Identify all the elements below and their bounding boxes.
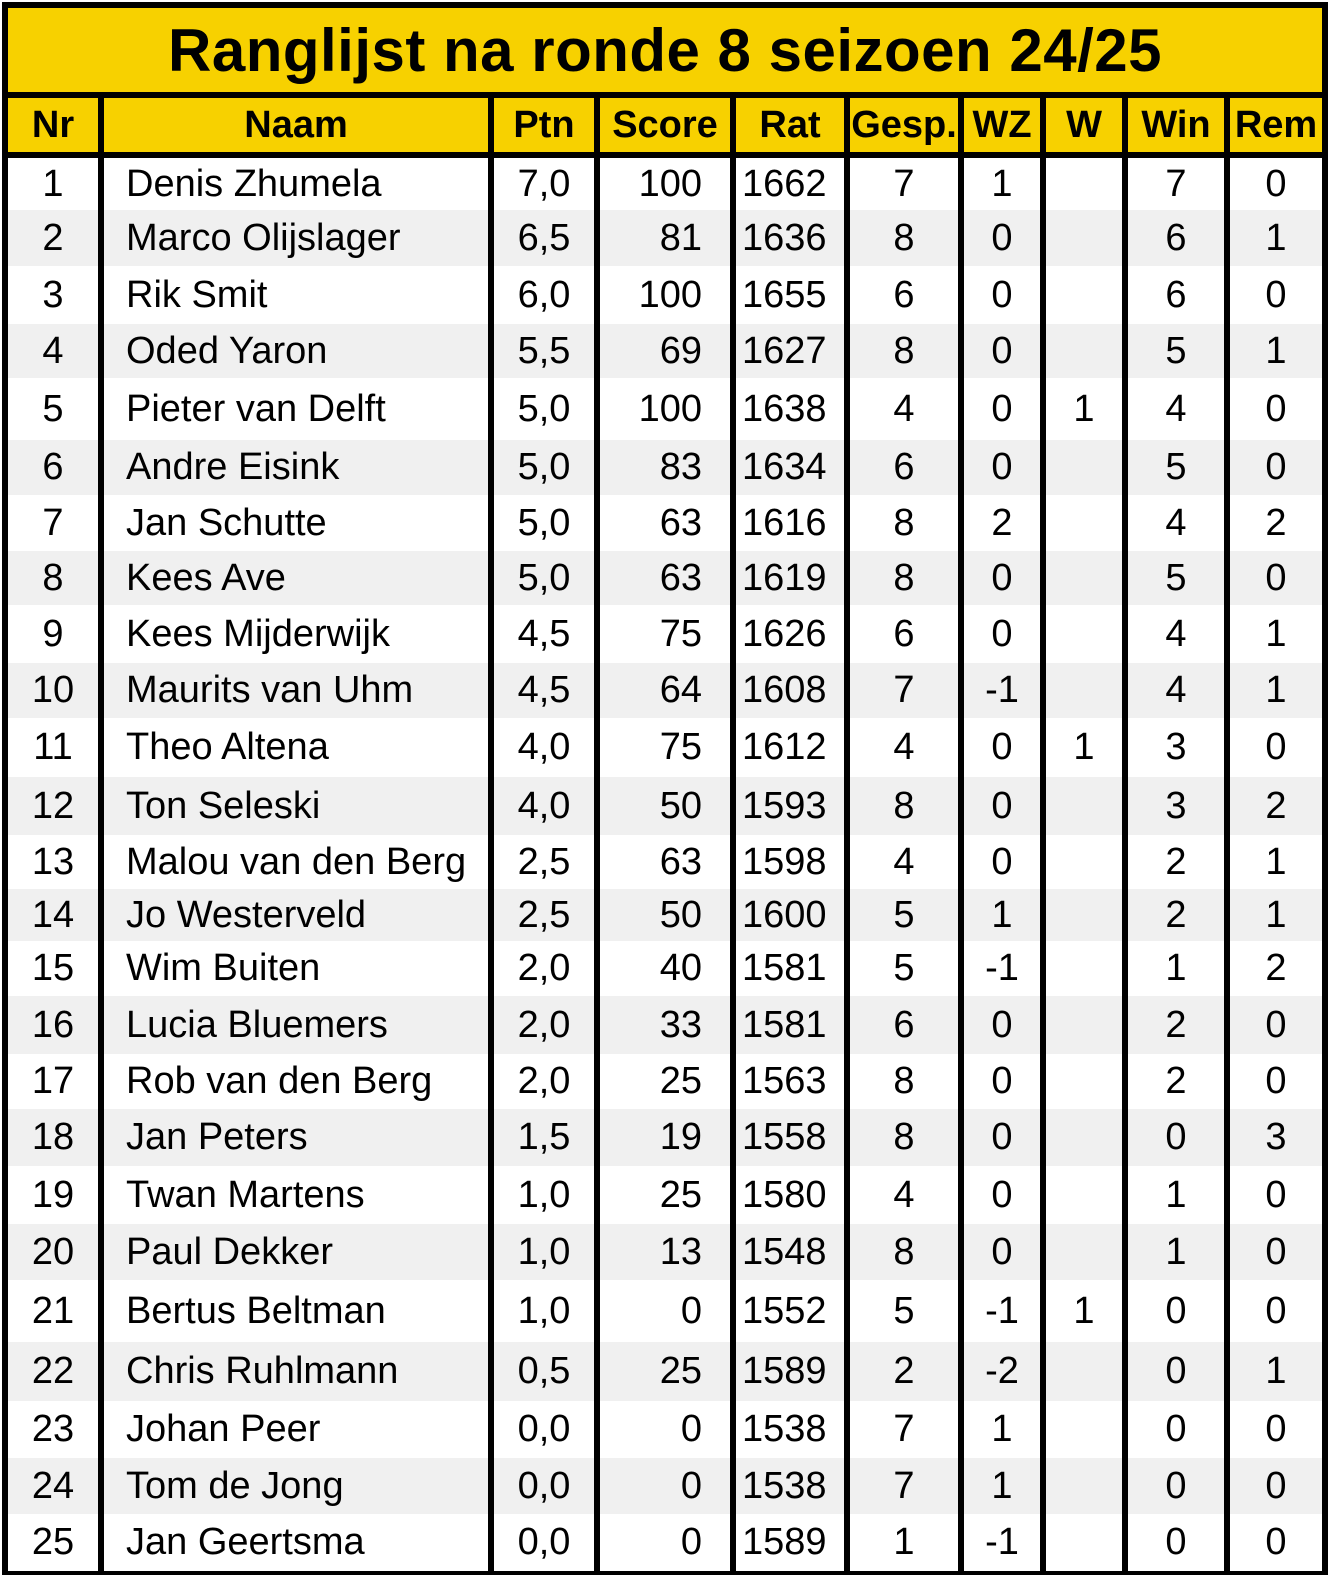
cell-rem: 1 xyxy=(1230,324,1322,378)
cell-rem: 0 xyxy=(1230,1458,1322,1514)
cell-nr: 24 xyxy=(8,1458,98,1514)
cell-w xyxy=(1046,495,1122,551)
cell-win: 4 xyxy=(1128,605,1224,663)
cell-score: 25 xyxy=(600,1166,730,1224)
cell-nr: 19 xyxy=(8,1166,98,1224)
cell-nr: 2 xyxy=(8,210,98,266)
cell-rem: 0 xyxy=(1230,1054,1322,1109)
cell-rat: 1552 xyxy=(736,1280,844,1342)
cell-w xyxy=(1046,605,1122,663)
cell-rat: 1581 xyxy=(736,941,844,996)
cell-wz: -1 xyxy=(964,1280,1040,1342)
cell-rat: 1598 xyxy=(736,835,844,889)
cell-naam: Chris Ruhlmann xyxy=(104,1342,488,1401)
cell-gesp: 7 xyxy=(850,158,958,210)
cell-w xyxy=(1046,1054,1122,1109)
column-header-naam: Naam xyxy=(104,98,488,152)
cell-wz: 0 xyxy=(964,835,1040,889)
cell-rem: 0 xyxy=(1230,1224,1322,1280)
cell-ptn: 0,0 xyxy=(494,1458,594,1514)
cell-naam: Jo Westerveld xyxy=(104,889,488,941)
cell-ptn: 5,0 xyxy=(494,495,594,551)
cell-win: 0 xyxy=(1128,1342,1224,1401)
cell-win: 6 xyxy=(1128,210,1224,266)
cell-nr: 16 xyxy=(8,996,98,1054)
cell-score: 33 xyxy=(600,996,730,1054)
cell-win: 2 xyxy=(1128,835,1224,889)
cell-rat: 1612 xyxy=(736,718,844,777)
cell-rat: 1589 xyxy=(736,1342,844,1401)
cell-nr: 10 xyxy=(8,663,98,718)
table-row xyxy=(8,889,1322,941)
cell-naam: Jan Schutte xyxy=(104,495,488,551)
cell-rem: 1 xyxy=(1230,663,1322,718)
cell-wz: 0 xyxy=(964,440,1040,495)
cell-wz: 1 xyxy=(964,1401,1040,1458)
column-header-rat: Rat xyxy=(736,98,844,152)
cell-naam: Johan Peer xyxy=(104,1401,488,1458)
cell-naam: Jan Peters xyxy=(104,1109,488,1166)
cell-nr: 20 xyxy=(8,1224,98,1280)
table-row xyxy=(8,266,1322,324)
cell-win: 2 xyxy=(1128,889,1224,941)
cell-score: 83 xyxy=(600,440,730,495)
cell-rat: 1538 xyxy=(736,1401,844,1458)
cell-nr: 18 xyxy=(8,1109,98,1166)
standings-sheet xyxy=(2,2,1328,1575)
column-header-gesp: Gesp. xyxy=(850,98,958,152)
cell-naam: Kees Mijderwijk xyxy=(104,605,488,663)
cell-ptn: 2,0 xyxy=(494,996,594,1054)
cell-nr: 5 xyxy=(8,378,98,440)
cell-wz: 0 xyxy=(964,378,1040,440)
cell-rem: 0 xyxy=(1230,718,1322,777)
cell-ptn: 6,5 xyxy=(494,210,594,266)
cell-win: 1 xyxy=(1128,1224,1224,1280)
cell-wz: 0 xyxy=(964,1166,1040,1224)
cell-rat: 1581 xyxy=(736,996,844,1054)
cell-wz: -1 xyxy=(964,941,1040,996)
cell-score: 63 xyxy=(600,495,730,551)
cell-ptn: 4,0 xyxy=(494,718,594,777)
cell-naam: Oded Yaron xyxy=(104,324,488,378)
cell-win: 5 xyxy=(1128,551,1224,605)
cell-wz: 0 xyxy=(964,1054,1040,1109)
cell-score: 40 xyxy=(600,941,730,996)
cell-ptn: 6,0 xyxy=(494,266,594,324)
cell-w xyxy=(1046,941,1122,996)
cell-rat: 1655 xyxy=(736,266,844,324)
cell-w xyxy=(1046,835,1122,889)
cell-w xyxy=(1046,1109,1122,1166)
page-title: Ranglijst na ronde 8 seizoen 24/25 xyxy=(8,8,1322,92)
cell-ptn: 7,0 xyxy=(494,158,594,210)
cell-nr: 4 xyxy=(8,324,98,378)
cell-gesp: 8 xyxy=(850,1224,958,1280)
cell-rat: 1548 xyxy=(736,1224,844,1280)
cell-rat: 1558 xyxy=(736,1109,844,1166)
cell-nr: 8 xyxy=(8,551,98,605)
cell-ptn: 4,0 xyxy=(494,777,594,835)
cell-score: 0 xyxy=(600,1401,730,1458)
cell-wz: 0 xyxy=(964,1109,1040,1166)
cell-gesp: 4 xyxy=(850,1166,958,1224)
cell-rat: 1593 xyxy=(736,777,844,835)
cell-w xyxy=(1046,158,1122,210)
cell-rem: 1 xyxy=(1230,889,1322,941)
cell-score: 25 xyxy=(600,1342,730,1401)
cell-win: 7 xyxy=(1128,158,1224,210)
cell-naam: Jan Geertsma xyxy=(104,1514,488,1571)
cell-rat: 1627 xyxy=(736,324,844,378)
cell-w xyxy=(1046,1166,1122,1224)
cell-win: 5 xyxy=(1128,324,1224,378)
cell-gesp: 8 xyxy=(850,777,958,835)
table-row xyxy=(8,663,1322,718)
cell-gesp: 8 xyxy=(850,1109,958,1166)
cell-win: 4 xyxy=(1128,378,1224,440)
cell-ptn: 4,5 xyxy=(494,605,594,663)
cell-nr: 12 xyxy=(8,777,98,835)
column-header-wz: WZ xyxy=(964,98,1040,152)
table-row xyxy=(8,718,1322,777)
cell-gesp: 5 xyxy=(850,1280,958,1342)
table-row xyxy=(8,1458,1322,1514)
cell-score: 0 xyxy=(600,1280,730,1342)
table-row xyxy=(8,495,1322,551)
cell-w: 1 xyxy=(1046,378,1122,440)
cell-score: 63 xyxy=(600,551,730,605)
cell-nr: 23 xyxy=(8,1401,98,1458)
cell-rem: 0 xyxy=(1230,1401,1322,1458)
cell-naam: Marco Olijslager xyxy=(104,210,488,266)
table-row xyxy=(8,1280,1322,1342)
cell-score: 69 xyxy=(600,324,730,378)
cell-gesp: 6 xyxy=(850,996,958,1054)
cell-ptn: 2,0 xyxy=(494,1054,594,1109)
cell-naam: Lucia Bluemers xyxy=(104,996,488,1054)
cell-win: 2 xyxy=(1128,996,1224,1054)
cell-ptn: 5,0 xyxy=(494,551,594,605)
cell-rat: 1636 xyxy=(736,210,844,266)
cell-rat: 1634 xyxy=(736,440,844,495)
cell-rem: 1 xyxy=(1230,605,1322,663)
cell-w xyxy=(1046,663,1122,718)
cell-rem: 1 xyxy=(1230,210,1322,266)
cell-nr: 17 xyxy=(8,1054,98,1109)
cell-wz: 0 xyxy=(964,324,1040,378)
cell-win: 0 xyxy=(1128,1458,1224,1514)
cell-naam: Ton Seleski xyxy=(104,777,488,835)
cell-rem: 0 xyxy=(1230,266,1322,324)
cell-rat: 1616 xyxy=(736,495,844,551)
cell-win: 3 xyxy=(1128,777,1224,835)
table-row xyxy=(8,210,1322,266)
cell-win: 4 xyxy=(1128,495,1224,551)
table-row xyxy=(8,324,1322,378)
cell-rem: 2 xyxy=(1230,777,1322,835)
cell-gesp: 4 xyxy=(850,718,958,777)
cell-w xyxy=(1046,1401,1122,1458)
cell-nr: 6 xyxy=(8,440,98,495)
cell-rat: 1608 xyxy=(736,663,844,718)
cell-w xyxy=(1046,1458,1122,1514)
cell-gesp: 7 xyxy=(850,1401,958,1458)
cell-ptn: 5,0 xyxy=(494,378,594,440)
column-header-ptn: Ptn xyxy=(494,98,594,152)
cell-nr: 14 xyxy=(8,889,98,941)
table-header xyxy=(8,98,1322,152)
cell-gesp: 6 xyxy=(850,440,958,495)
cell-rat: 1619 xyxy=(736,551,844,605)
cell-w: 1 xyxy=(1046,1280,1122,1342)
cell-rat: 1638 xyxy=(736,378,844,440)
cell-rem: 0 xyxy=(1230,440,1322,495)
cell-wz: 0 xyxy=(964,551,1040,605)
cell-gesp: 8 xyxy=(850,1054,958,1109)
cell-nr: 1 xyxy=(8,158,98,210)
table-row xyxy=(8,378,1322,440)
cell-win: 0 xyxy=(1128,1109,1224,1166)
cell-rem: 1 xyxy=(1230,835,1322,889)
cell-score: 64 xyxy=(600,663,730,718)
cell-naam: Theo Altena xyxy=(104,718,488,777)
column-header-win: Win xyxy=(1128,98,1224,152)
cell-gesp: 5 xyxy=(850,941,958,996)
cell-win: 2 xyxy=(1128,1054,1224,1109)
cell-wz: 0 xyxy=(964,777,1040,835)
cell-gesp: 1 xyxy=(850,1514,958,1571)
cell-w xyxy=(1046,210,1122,266)
column-header-rem: Rem xyxy=(1230,98,1322,152)
cell-rat: 1580 xyxy=(736,1166,844,1224)
cell-win: 0 xyxy=(1128,1280,1224,1342)
cell-ptn: 2,0 xyxy=(494,941,594,996)
column-header-score: Score xyxy=(600,98,730,152)
cell-wz: 1 xyxy=(964,889,1040,941)
cell-wz: 1 xyxy=(964,158,1040,210)
cell-nr: 11 xyxy=(8,718,98,777)
cell-ptn: 5,0 xyxy=(494,440,594,495)
cell-naam: Pieter van Delft xyxy=(104,378,488,440)
cell-rem: 2 xyxy=(1230,495,1322,551)
cell-win: 3 xyxy=(1128,718,1224,777)
cell-ptn: 2,5 xyxy=(494,889,594,941)
table-row xyxy=(8,777,1322,835)
cell-gesp: 6 xyxy=(850,605,958,663)
cell-win: 6 xyxy=(1128,266,1224,324)
cell-score: 75 xyxy=(600,718,730,777)
cell-w xyxy=(1046,324,1122,378)
cell-rem: 0 xyxy=(1230,1166,1322,1224)
cell-wz: -1 xyxy=(964,1514,1040,1571)
cell-rem: 0 xyxy=(1230,996,1322,1054)
cell-rat: 1538 xyxy=(736,1458,844,1514)
cell-win: 0 xyxy=(1128,1401,1224,1458)
table-row xyxy=(8,440,1322,495)
cell-gesp: 4 xyxy=(850,835,958,889)
cell-naam: Maurits van Uhm xyxy=(104,663,488,718)
cell-naam: Andre Eisink xyxy=(104,440,488,495)
cell-naam: Tom de Jong xyxy=(104,1458,488,1514)
table-row xyxy=(8,605,1322,663)
cell-rem: 1 xyxy=(1230,1342,1322,1401)
table-row xyxy=(8,1514,1322,1571)
cell-rat: 1563 xyxy=(736,1054,844,1109)
cell-wz: 0 xyxy=(964,1224,1040,1280)
cell-score: 19 xyxy=(600,1109,730,1166)
cell-w xyxy=(1046,777,1122,835)
cell-naam: Twan Martens xyxy=(104,1166,488,1224)
cell-rat: 1626 xyxy=(736,605,844,663)
cell-gesp: 4 xyxy=(850,378,958,440)
cell-win: 1 xyxy=(1128,1166,1224,1224)
cell-rem: 0 xyxy=(1230,378,1322,440)
cell-ptn: 0,0 xyxy=(494,1401,594,1458)
cell-score: 0 xyxy=(600,1514,730,1571)
cell-win: 1 xyxy=(1128,941,1224,996)
cell-ptn: 5,5 xyxy=(494,324,594,378)
cell-rat: 1662 xyxy=(736,158,844,210)
table-row xyxy=(8,996,1322,1054)
cell-w xyxy=(1046,551,1122,605)
cell-rem: 0 xyxy=(1230,1514,1322,1571)
cell-ptn: 1,0 xyxy=(494,1224,594,1280)
cell-w xyxy=(1046,1342,1122,1401)
cell-gesp: 8 xyxy=(850,551,958,605)
table-row xyxy=(8,1401,1322,1458)
cell-wz: 0 xyxy=(964,266,1040,324)
cell-naam: Denis Zhumela xyxy=(104,158,488,210)
cell-nr: 13 xyxy=(8,835,98,889)
cell-naam: Paul Dekker xyxy=(104,1224,488,1280)
cell-win: 0 xyxy=(1128,1514,1224,1571)
cell-wz: 0 xyxy=(964,605,1040,663)
cell-wz: -2 xyxy=(964,1342,1040,1401)
cell-nr: 3 xyxy=(8,266,98,324)
cell-score: 100 xyxy=(600,266,730,324)
cell-w xyxy=(1046,440,1122,495)
cell-score: 13 xyxy=(600,1224,730,1280)
cell-ptn: 0,0 xyxy=(494,1514,594,1571)
cell-score: 25 xyxy=(600,1054,730,1109)
cell-nr: 22 xyxy=(8,1342,98,1401)
cell-naam: Rik Smit xyxy=(104,266,488,324)
cell-score: 75 xyxy=(600,605,730,663)
cell-rem: 0 xyxy=(1230,1280,1322,1342)
table-row xyxy=(8,835,1322,889)
cell-score: 50 xyxy=(600,889,730,941)
cell-w xyxy=(1046,889,1122,941)
cell-nr: 21 xyxy=(8,1280,98,1342)
cell-nr: 25 xyxy=(8,1514,98,1571)
cell-naam: Bertus Beltman xyxy=(104,1280,488,1342)
cell-nr: 15 xyxy=(8,941,98,996)
table-row xyxy=(8,158,1322,210)
cell-w: 1 xyxy=(1046,718,1122,777)
cell-rem: 0 xyxy=(1230,551,1322,605)
cell-rat: 1589 xyxy=(736,1514,844,1571)
cell-naam: Kees Ave xyxy=(104,551,488,605)
cell-ptn: 1,5 xyxy=(494,1109,594,1166)
cell-score: 100 xyxy=(600,158,730,210)
cell-naam: Wim Buiten xyxy=(104,941,488,996)
table-row xyxy=(8,1342,1322,1401)
cell-w xyxy=(1046,266,1122,324)
cell-rem: 2 xyxy=(1230,941,1322,996)
cell-w xyxy=(1046,996,1122,1054)
table-row xyxy=(8,551,1322,605)
cell-gesp: 8 xyxy=(850,495,958,551)
column-header-w: W xyxy=(1046,98,1122,152)
cell-ptn: 1,0 xyxy=(494,1280,594,1342)
cell-naam: Malou van den Berg xyxy=(104,835,488,889)
cell-win: 4 xyxy=(1128,663,1224,718)
cell-wz: -1 xyxy=(964,663,1040,718)
cell-gesp: 8 xyxy=(850,210,958,266)
cell-score: 50 xyxy=(600,777,730,835)
cell-wz: 0 xyxy=(964,996,1040,1054)
cell-wz: 2 xyxy=(964,495,1040,551)
cell-w xyxy=(1046,1224,1122,1280)
cell-ptn: 1,0 xyxy=(494,1166,594,1224)
cell-gesp: 7 xyxy=(850,1458,958,1514)
cell-gesp: 8 xyxy=(850,324,958,378)
cell-wz: 1 xyxy=(964,1458,1040,1514)
cell-wz: 0 xyxy=(964,210,1040,266)
cell-win: 5 xyxy=(1128,440,1224,495)
cell-gesp: 2 xyxy=(850,1342,958,1401)
cell-gesp: 5 xyxy=(850,889,958,941)
cell-nr: 9 xyxy=(8,605,98,663)
cell-rat: 1600 xyxy=(736,889,844,941)
cell-gesp: 7 xyxy=(850,663,958,718)
cell-ptn: 4,5 xyxy=(494,663,594,718)
cell-score: 100 xyxy=(600,378,730,440)
table-row xyxy=(8,1109,1322,1166)
table-row xyxy=(8,1166,1322,1224)
cell-nr: 7 xyxy=(8,495,98,551)
cell-rem: 3 xyxy=(1230,1109,1322,1166)
cell-score: 81 xyxy=(600,210,730,266)
cell-score: 63 xyxy=(600,835,730,889)
cell-wz: 0 xyxy=(964,718,1040,777)
cell-ptn: 0,5 xyxy=(494,1342,594,1401)
column-header-nr: Nr xyxy=(8,98,98,152)
cell-rem: 0 xyxy=(1230,158,1322,210)
cell-gesp: 6 xyxy=(850,266,958,324)
table-row xyxy=(8,1224,1322,1280)
cell-w xyxy=(1046,1514,1122,1571)
table-row xyxy=(8,941,1322,996)
cell-score: 0 xyxy=(600,1458,730,1514)
table-row xyxy=(8,1054,1322,1109)
cell-naam: Rob van den Berg xyxy=(104,1054,488,1109)
cell-ptn: 2,5 xyxy=(494,835,594,889)
